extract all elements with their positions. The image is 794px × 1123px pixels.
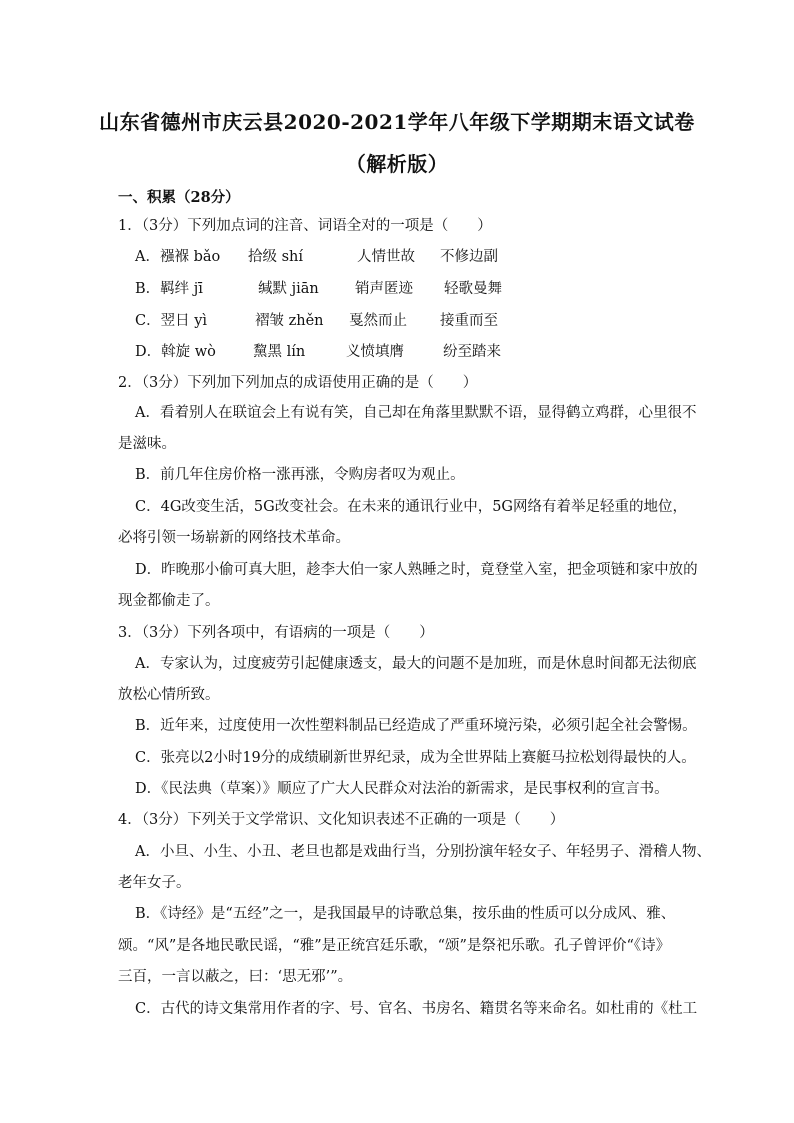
question-4-stem: 4．（3分）下列关于文学常识、文化知识表述不正确的一项是（ ） [118,812,565,828]
q1-option-b-col4: 轻歌曼舞 [444,281,502,297]
q1-option-d-col3: 义愤填膺 [346,344,404,360]
q3-option-c: C．张亮以2小时19分的成绩刷新世界纪录，成为全世界陆上赛艇马拉松划得最快的人。 [135,750,696,766]
document-subtitle: （解析版） [345,152,449,176]
q2-option-b: B．前几年住房价格一涨再涨，令购房者叹为观止。 [135,467,465,483]
question-2-stem: 2．（3分）下列加下列加点的成语使用正确的是（ ） [118,375,478,391]
q1-option-a-col3: 人情世故 [357,249,415,265]
q3-option-a-line1: A．专家认为，过度疲劳引起健康透支，最大的问题不是加班，而是休息时间都无法彻底 [135,656,697,672]
q2-option-d-line2: 现金都偷走了。 [118,593,220,609]
q4-option-b-line1: B．《诗经》是“五经”之一，是我国最早的诗歌总集，按乐曲的性质可以分成风、雅、 [135,906,676,922]
q1-option-c-col4: 接重而至 [440,313,498,329]
q4-option-c-line1: C．古代的诗文集常用作者的字、号、官名、书房名、籍贯名等来命名。如杜甫的《杜工 [135,1001,698,1017]
q1-option-a-col2: 拾级 shí [248,249,304,265]
q3-option-b: B．近年来，过度使用一次性塑料制品已经造成了严重环境污染，必须引起全社会警惕。 [135,718,697,734]
q3-option-d: D．《民法典（草案）》顺应了广大人民群众对法治的新需求，是民事权利的宣言书。 [135,781,669,797]
q2-option-a-line1: A．看着别人在联谊会上有说有笑，自己却在角落里默默不语，显得鹤立鸡群，心里很不 [135,405,697,421]
q4-option-a-line2: 老年女子。 [118,875,191,891]
q4-option-a-line1: A．小旦、小生、小丑、老旦也都是戏曲行当，分别扮演年轻女子、年轻男子、滑稽人物、 [135,844,711,860]
q1-option-b-col3: 销声匿迹 [355,281,413,297]
document-title: 山东省德州市庆云县2020-2021学年八年级下学期期末语文试卷 [99,110,695,134]
q3-option-a-line2: 放松心情所致。 [118,687,220,703]
q2-option-c-line1: C．4G改变生活，5G改变社会。在未来的通讯行业中，5G网络有着举足轻重的地位， [135,499,688,515]
question-3-stem: 3．（3分）下列各项中，有语病的一项是（ ） [118,625,434,641]
q1-option-d-col4: 纷至踏来 [443,344,501,360]
q2-option-a-line2: 是滋味。 [118,436,176,452]
q4-option-b-line3: 三百，一言以蔽之，曰：‘思无邪’”。 [118,969,353,985]
q2-option-d-line1: D．昨晚那小偷可真大胆，趁李大伯一家人熟睡之时，竟登堂入室，把金项链和家中放的 [135,562,698,578]
q2-option-c-line2: 必将引领一场崭新的网络技术革命。 [118,530,350,546]
section-heading: 一、积累（28分） [118,189,240,206]
q1-option-d-col2: 黧黑 lín [253,344,306,360]
q1-option-c-col2: 褶皱 zhěn [255,313,324,329]
q1-option-d-col1: D．斡旋 wò [135,344,216,360]
q4-option-b-line2: 颂。“风”是各地民歌民谣，“雅”是正统宫廷乐歌，“颂”是祭祀乐歌。孔子曾评价“《诗》 [118,938,671,954]
q1-option-b-col1: B．羁绊 jī [135,281,203,297]
question-1-stem: 1．（3分）下列加点词的注音、词语全对的一项是（ ） [118,218,492,234]
q1-option-a-col4: 不修边副 [440,249,498,265]
q1-option-c-col3: 戛然而止 [349,313,407,329]
q1-option-c-col1: C．翌日 yì [135,313,208,329]
q1-option-a-col1: A．襁褓 bǎo [135,249,221,265]
q1-option-b-col2: 缄默 jiān [258,281,319,297]
